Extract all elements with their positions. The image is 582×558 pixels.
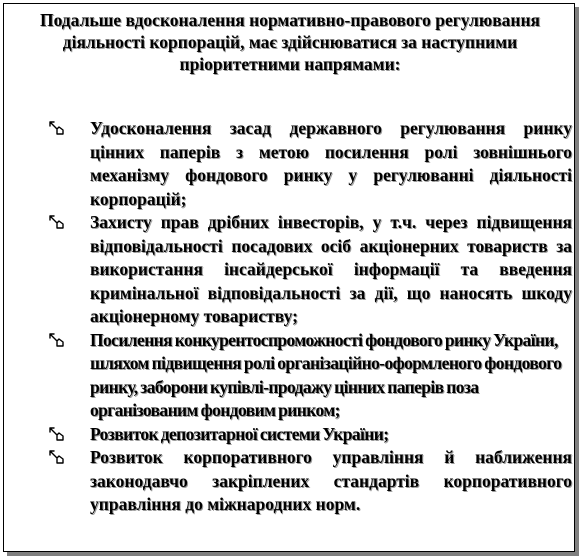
list-item-text: Розвиток корпоративного управління й наближення законодавчо закріплених стандартів корпоративного управління до міжнародних норм.: [90, 447, 572, 514]
hand-pointer-icon: [48, 449, 66, 467]
hand-pointer-icon: [48, 332, 66, 350]
list-item: [42, 117, 572, 211]
list-item: [42, 423, 572, 447]
priority-list: [42, 117, 572, 517]
list-item: [42, 446, 572, 517]
list-item-text: Захисту прав дрібних інвесторів, у т.ч. через підвищення відповідальності посадових осіб акціонерних товариств за використання інсайдерської інформації та введення кримінальної відповідальності за дії, що наносять шкоду акціонерному товариству;: [90, 212, 572, 326]
content-box: [3, 3, 575, 552]
hand-pointer-icon: [48, 120, 66, 138]
box-title: Подальше вдосконалення нормативно-правового регулювання діяльності корпорацій, має здійснюватися за наступними пріоритетними напрямами:: [39, 10, 541, 74]
list-item-text: Посилення конкурентоспроможності фондового ринку України, шляхом підвищення ролі організаційно-оформленого фондового ринку, заборони купівлі-продажу цінних паперів поза організованим фондовим ринком;: [90, 329, 562, 420]
hand-pointer-icon: [48, 426, 66, 444]
list-item: [42, 211, 572, 329]
list-item: [42, 329, 572, 423]
list-item-text: Розвиток депозитарної системи України;: [90, 423, 389, 444]
hand-pointer-icon: [48, 214, 66, 232]
list-item-text: Удосконалення засад державного регулювання ринку цінних паперів з метою посилення ролі зовнішнього механізму фондового ринку у регулюванні діяльності корпорацій;: [90, 118, 572, 209]
